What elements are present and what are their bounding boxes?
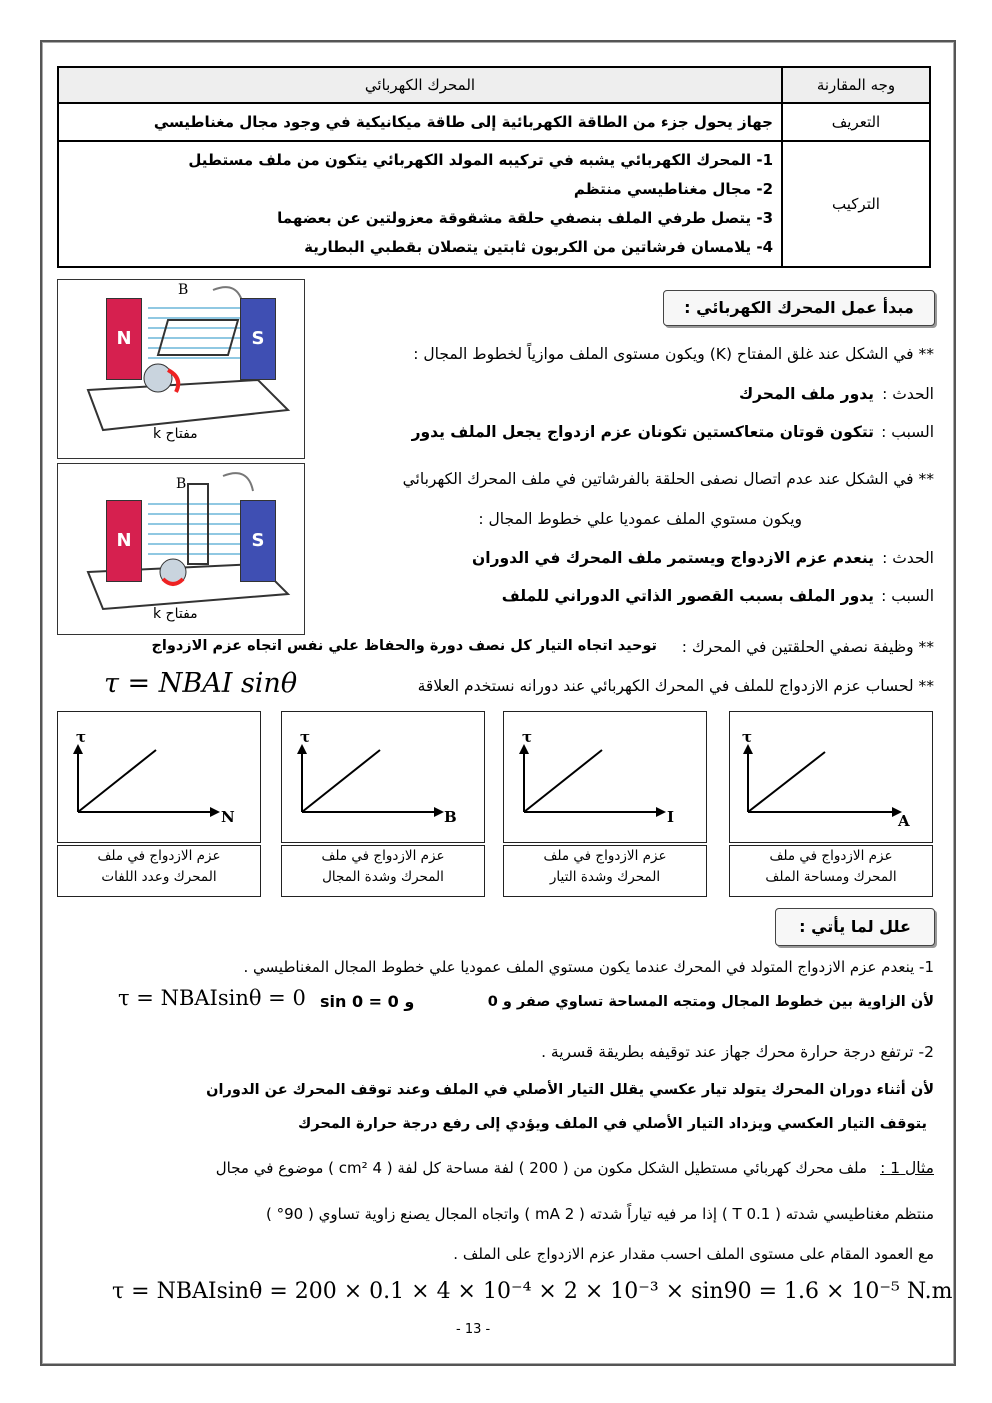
graph-caption <box>57 845 261 897</box>
case2-event-label: الحدث : <box>882 549 934 567</box>
question-2: 2- ترتفع درجة حرارة محرك جهاز عند توقيفه بطريقة قسرية . <box>541 1043 934 1061</box>
row-definition-label: التعريف <box>782 103 930 141</box>
caption-line: المحرك ومساحة الملف <box>765 869 897 885</box>
graph-caption <box>503 845 707 897</box>
example-line-1: ملف محرك كهربائي مستطيل الشكل مكون من ( 200 ) لفة مساحة كل لفة ( 4 cm² ) موضوع في مجال <box>215 1159 867 1177</box>
caption-line: المحرك وعدد اللفات <box>101 869 217 885</box>
case1-cause-label: السبب : <box>881 423 934 441</box>
graph-caption <box>281 845 485 897</box>
case1-cause: تتكون قوتان متعاكستين تكونان عزم ازدواج يجعل الملف يدور <box>411 423 874 441</box>
torque-formula: τ = NBAI sinθ <box>104 668 298 699</box>
x-axis-label: B <box>444 808 457 826</box>
y-axis-label: τ <box>76 728 87 746</box>
q2-answer-2: يتوقف التيار العكسي ويزداد التيار الأصلي في الملف ويؤدي إلى رفع درجة حرارة المحرك <box>298 1116 927 1132</box>
caption-line: المحرك وشدة المجال <box>322 869 444 885</box>
section-title-principle: مبدأ عمل المحرك الكهربائي : <box>663 290 935 326</box>
case2-cause: يدور الملف بسبب القصور الذاتي الدوراني للملف <box>501 587 874 605</box>
example-line-2: منتظم مغناطيسي شدته ( 0.1 T ) إذا مر فيه تياراً شدته ( 2 mA ) واتجاه المجال يصنع زاوية تساوي ( 90° ) <box>266 1205 934 1223</box>
magnet-south: S <box>240 298 276 380</box>
question-1: 1- ينعدم عزم الازدواج المتولد في المحرك عندما يكون مستوي الملف عموديا علي خطوط المجال المغناطيسي . <box>243 958 934 976</box>
row-structure-label: التركيب <box>782 141 930 267</box>
key-label: مفتاح k <box>153 426 198 442</box>
caption-line: عزم الازدواج في ملف <box>769 848 893 864</box>
magnet-north: N <box>106 298 142 380</box>
caption-line: عزم الازدواج في ملف <box>97 848 221 864</box>
structure-item: 3- يتصل طرفي الملف بنصفي حلقة مشقوقة معزولتين عن بعضهما <box>277 209 773 227</box>
caption-line: عزم الازدواج في ملف <box>321 848 445 864</box>
structure-item: 4- يلامسان فرشاتين من الكربون ثابتين يتصلان بقطبي البطارية <box>304 238 773 256</box>
q1-formula: τ = NBAIsinθ = 0 <box>118 986 306 1010</box>
comparison-table <box>57 66 931 268</box>
case1-event-label: الحدث : <box>882 385 934 403</box>
section-title-explain: علل لما يأتي : <box>775 908 935 946</box>
example-line-3: مع العمود المقام على مستوى الملف احسب مقدار عزم الازدواج على الملف . <box>453 1245 934 1263</box>
y-axis-label: τ <box>522 728 533 746</box>
caption-line: عزم الازدواج في ملف <box>543 848 667 864</box>
graph-torque-field <box>281 711 485 843</box>
y-axis-label: τ <box>300 728 311 746</box>
header-aspect: وجه المقارنة <box>782 67 930 103</box>
field-label: B <box>176 476 187 492</box>
example-solution: τ = NBAIsinθ = 200 × 0.1 × 4 × 10⁻⁴ × 2 × 10⁻³ × sin90 = 1.6 × 10⁻⁵ N.m <box>112 1279 953 1304</box>
graph-torque-area <box>729 711 933 843</box>
case2-intro-2: ويكون مستوي الملف عموديا علي خطوط المجال : <box>478 510 802 528</box>
q1-answer-a: و sin 0 = 0 <box>320 992 415 1011</box>
structure-item: 1- المحرك الكهربائي يشبه في تركيبه المولد الكهربائي يتكون من ملف مستطيل <box>188 151 773 169</box>
caption-line: المحرك وشدة التيار <box>549 869 661 885</box>
motor-figure-perpendicular <box>57 463 305 635</box>
graph-caption <box>729 845 933 897</box>
page-number: - 13 - <box>456 1322 491 1337</box>
x-axis-label: N <box>221 808 235 826</box>
magnet-north: N <box>106 500 142 582</box>
case2-event: ينعدم عزم الازدواج ويستمر ملف المحرك في الدوران <box>472 549 874 567</box>
rings-label: ** وظيفة نصفي الحلقتين في المحرك : <box>681 638 934 656</box>
torque-intro: ** لحساب عزم الازدواج للملف في المحرك الكهربائي عند دورانه نستخدم العلاقة <box>417 677 934 695</box>
graph-torque-current <box>503 711 707 843</box>
y-axis-label: τ <box>742 728 753 746</box>
case1-intro: ** في الشكل عند غلق المفتاح (K) ويكون مستوى الملف موازياً لخطوط المجال : <box>413 345 934 363</box>
magnet-south: S <box>240 500 276 582</box>
field-label: B <box>178 282 189 298</box>
example-label: مثال 1 : <box>880 1159 934 1177</box>
q1-answer-b: لأن الزاوية بين خطوط المجال ومتجه المساحة تساوي صفر و 0 <box>487 994 934 1010</box>
x-axis-label: I <box>667 808 675 826</box>
q2-answer-1: لأن أثناء دوران المحرك يتولد تيار عكسي يقلل التيار الأصلي في الملف وعند توقف المحرك عن الدوران <box>206 1082 934 1098</box>
row-definition-text: جهاز يحول جزء من الطاقة الكهربائية إلى طاقة ميكانيكية في وجود مجال مغناطيسي <box>58 103 782 141</box>
structure-item: 2- مجال مغناطيسي منتظم <box>573 180 773 198</box>
motor-figure-parallel <box>57 279 305 459</box>
case2-intro-1: ** في الشكل عند عدم اتصال نصفى الحلقة بالفرشاتين في ملف المحرك الكهربائي <box>402 470 934 488</box>
graph-torque-turns <box>57 711 261 843</box>
key-label: مفتاح k <box>153 606 198 622</box>
x-axis-label: A <box>898 812 910 830</box>
case2-cause-label: السبب : <box>881 587 934 605</box>
case1-event: يدور ملف المحرك <box>738 385 874 403</box>
rings-text: توحيد اتجاه التيار كل نصف دورة والحفاظ علي نفس اتجاه عزم الازدواج <box>151 638 657 654</box>
row-structure-list <box>58 141 782 267</box>
header-motor: المحرك الكهربائي <box>58 67 782 103</box>
